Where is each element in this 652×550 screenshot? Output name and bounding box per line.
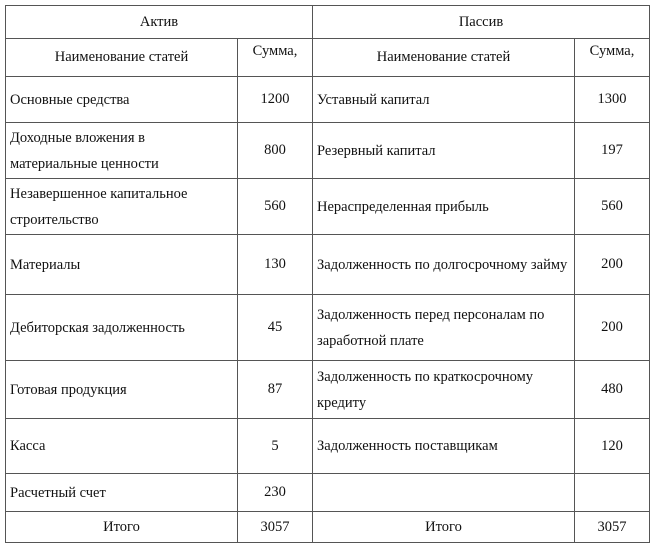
table-row (6, 474, 650, 512)
table-row (6, 77, 650, 123)
liability-name: Уставный капитал (313, 77, 575, 123)
asset-sum: 1200 (238, 77, 313, 123)
liabilities-total-label: Итого (313, 512, 575, 543)
table-row (6, 179, 650, 235)
liability-name: Задолженность по краткосрочному кредиту (313, 361, 575, 419)
table-row (6, 123, 650, 179)
asset-name: Дебиторская задолженность (6, 295, 238, 361)
liability-sum: 1300 (575, 77, 650, 123)
asset-name: Материалы (6, 235, 238, 295)
asset-name: Доходные вложения в материальные ценности (6, 123, 238, 179)
liability-name: Задолженность перед персоналам по заработной плате (313, 295, 575, 361)
liability-name: Задолженность поставщикам (313, 419, 575, 474)
liabilities-total-value: 3057 (575, 512, 650, 543)
liability-sum: 200 (575, 295, 650, 361)
asset-name: Готовая продукция (6, 361, 238, 419)
asset-name: Незавершенное капитальное строительство (6, 179, 238, 235)
liability-sum (575, 474, 650, 512)
totals-row (6, 512, 650, 543)
asset-name: Касса (6, 419, 238, 474)
table-row (6, 361, 650, 419)
section-header-row (6, 6, 650, 39)
table-row (6, 235, 650, 295)
assets-sum-header: Сумма, (238, 39, 313, 77)
balance-table (5, 5, 650, 543)
liability-name (313, 474, 575, 512)
liability-name: Задолженность по долгосрочному займу (313, 235, 575, 295)
asset-sum: 560 (238, 179, 313, 235)
asset-sum: 230 (238, 474, 313, 512)
asset-name: Расчетный счет (6, 474, 238, 512)
liabilities-name-header: Наименование статей (313, 39, 575, 77)
assets-title: Актив (6, 6, 313, 39)
asset-sum: 800 (238, 123, 313, 179)
liability-sum: 120 (575, 419, 650, 474)
liability-sum: 560 (575, 179, 650, 235)
asset-name: Основные средства (6, 77, 238, 123)
liability-sum: 197 (575, 123, 650, 179)
asset-sum: 130 (238, 235, 313, 295)
assets-total-label: Итого (6, 512, 238, 543)
liability-sum: 200 (575, 235, 650, 295)
table-row (6, 295, 650, 361)
column-header-row (6, 39, 650, 77)
assets-name-header: Наименование статей (6, 39, 238, 77)
liability-sum: 480 (575, 361, 650, 419)
assets-total-value: 3057 (238, 512, 313, 543)
table-row (6, 419, 650, 474)
liability-name: Нераспределенная прибыль (313, 179, 575, 235)
asset-sum: 45 (238, 295, 313, 361)
liabilities-title: Пассив (313, 6, 650, 39)
asset-sum: 5 (238, 419, 313, 474)
liabilities-sum-header: Сумма, (575, 39, 650, 77)
liability-name: Резервный капитал (313, 123, 575, 179)
asset-sum: 87 (238, 361, 313, 419)
